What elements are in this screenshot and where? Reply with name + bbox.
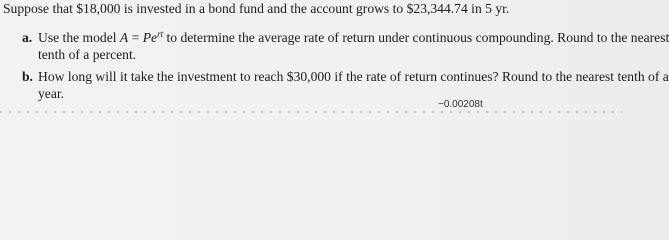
part-b-label: b. (22, 69, 33, 84)
part-b-line-1 (22, 69, 669, 86)
model-variable-a: A (119, 30, 129, 45)
problem-page (0, 0, 669, 113)
part-b-text: How long will it take the investment to reach $30,000 if the rate of return continues? Round to the nearest tenth of a (38, 69, 669, 84)
model-equation (120, 30, 163, 45)
part-a-text-before: Use the model (38, 30, 120, 45)
model-equals: = (128, 30, 143, 45)
part-a (22, 29, 669, 63)
part-a-text-after: to determine the average rate of return under continuous compounding. Round to the nearest (163, 30, 669, 45)
cutoff-next-line (0, 99, 622, 113)
cutoff-text-fragment (0, 111, 622, 113)
part-a-line-1 (22, 29, 669, 47)
model-exponent: rt (157, 29, 164, 39)
cutoff-text: −0.00208t (438, 99, 483, 110)
problem-intro: Suppose that $18,000 is invested in a bond fund and the account grows to $23,344.74 in 5 yr. (3, 1, 510, 16)
part-b (22, 69, 669, 102)
part-a-label: a. (22, 30, 33, 45)
model-variable-p: P (142, 30, 152, 45)
part-a-line-2: tenth of a percent. (38, 46, 137, 62)
part-b-line-2: year. (38, 85, 65, 101)
model-variable-e: e (151, 30, 158, 45)
